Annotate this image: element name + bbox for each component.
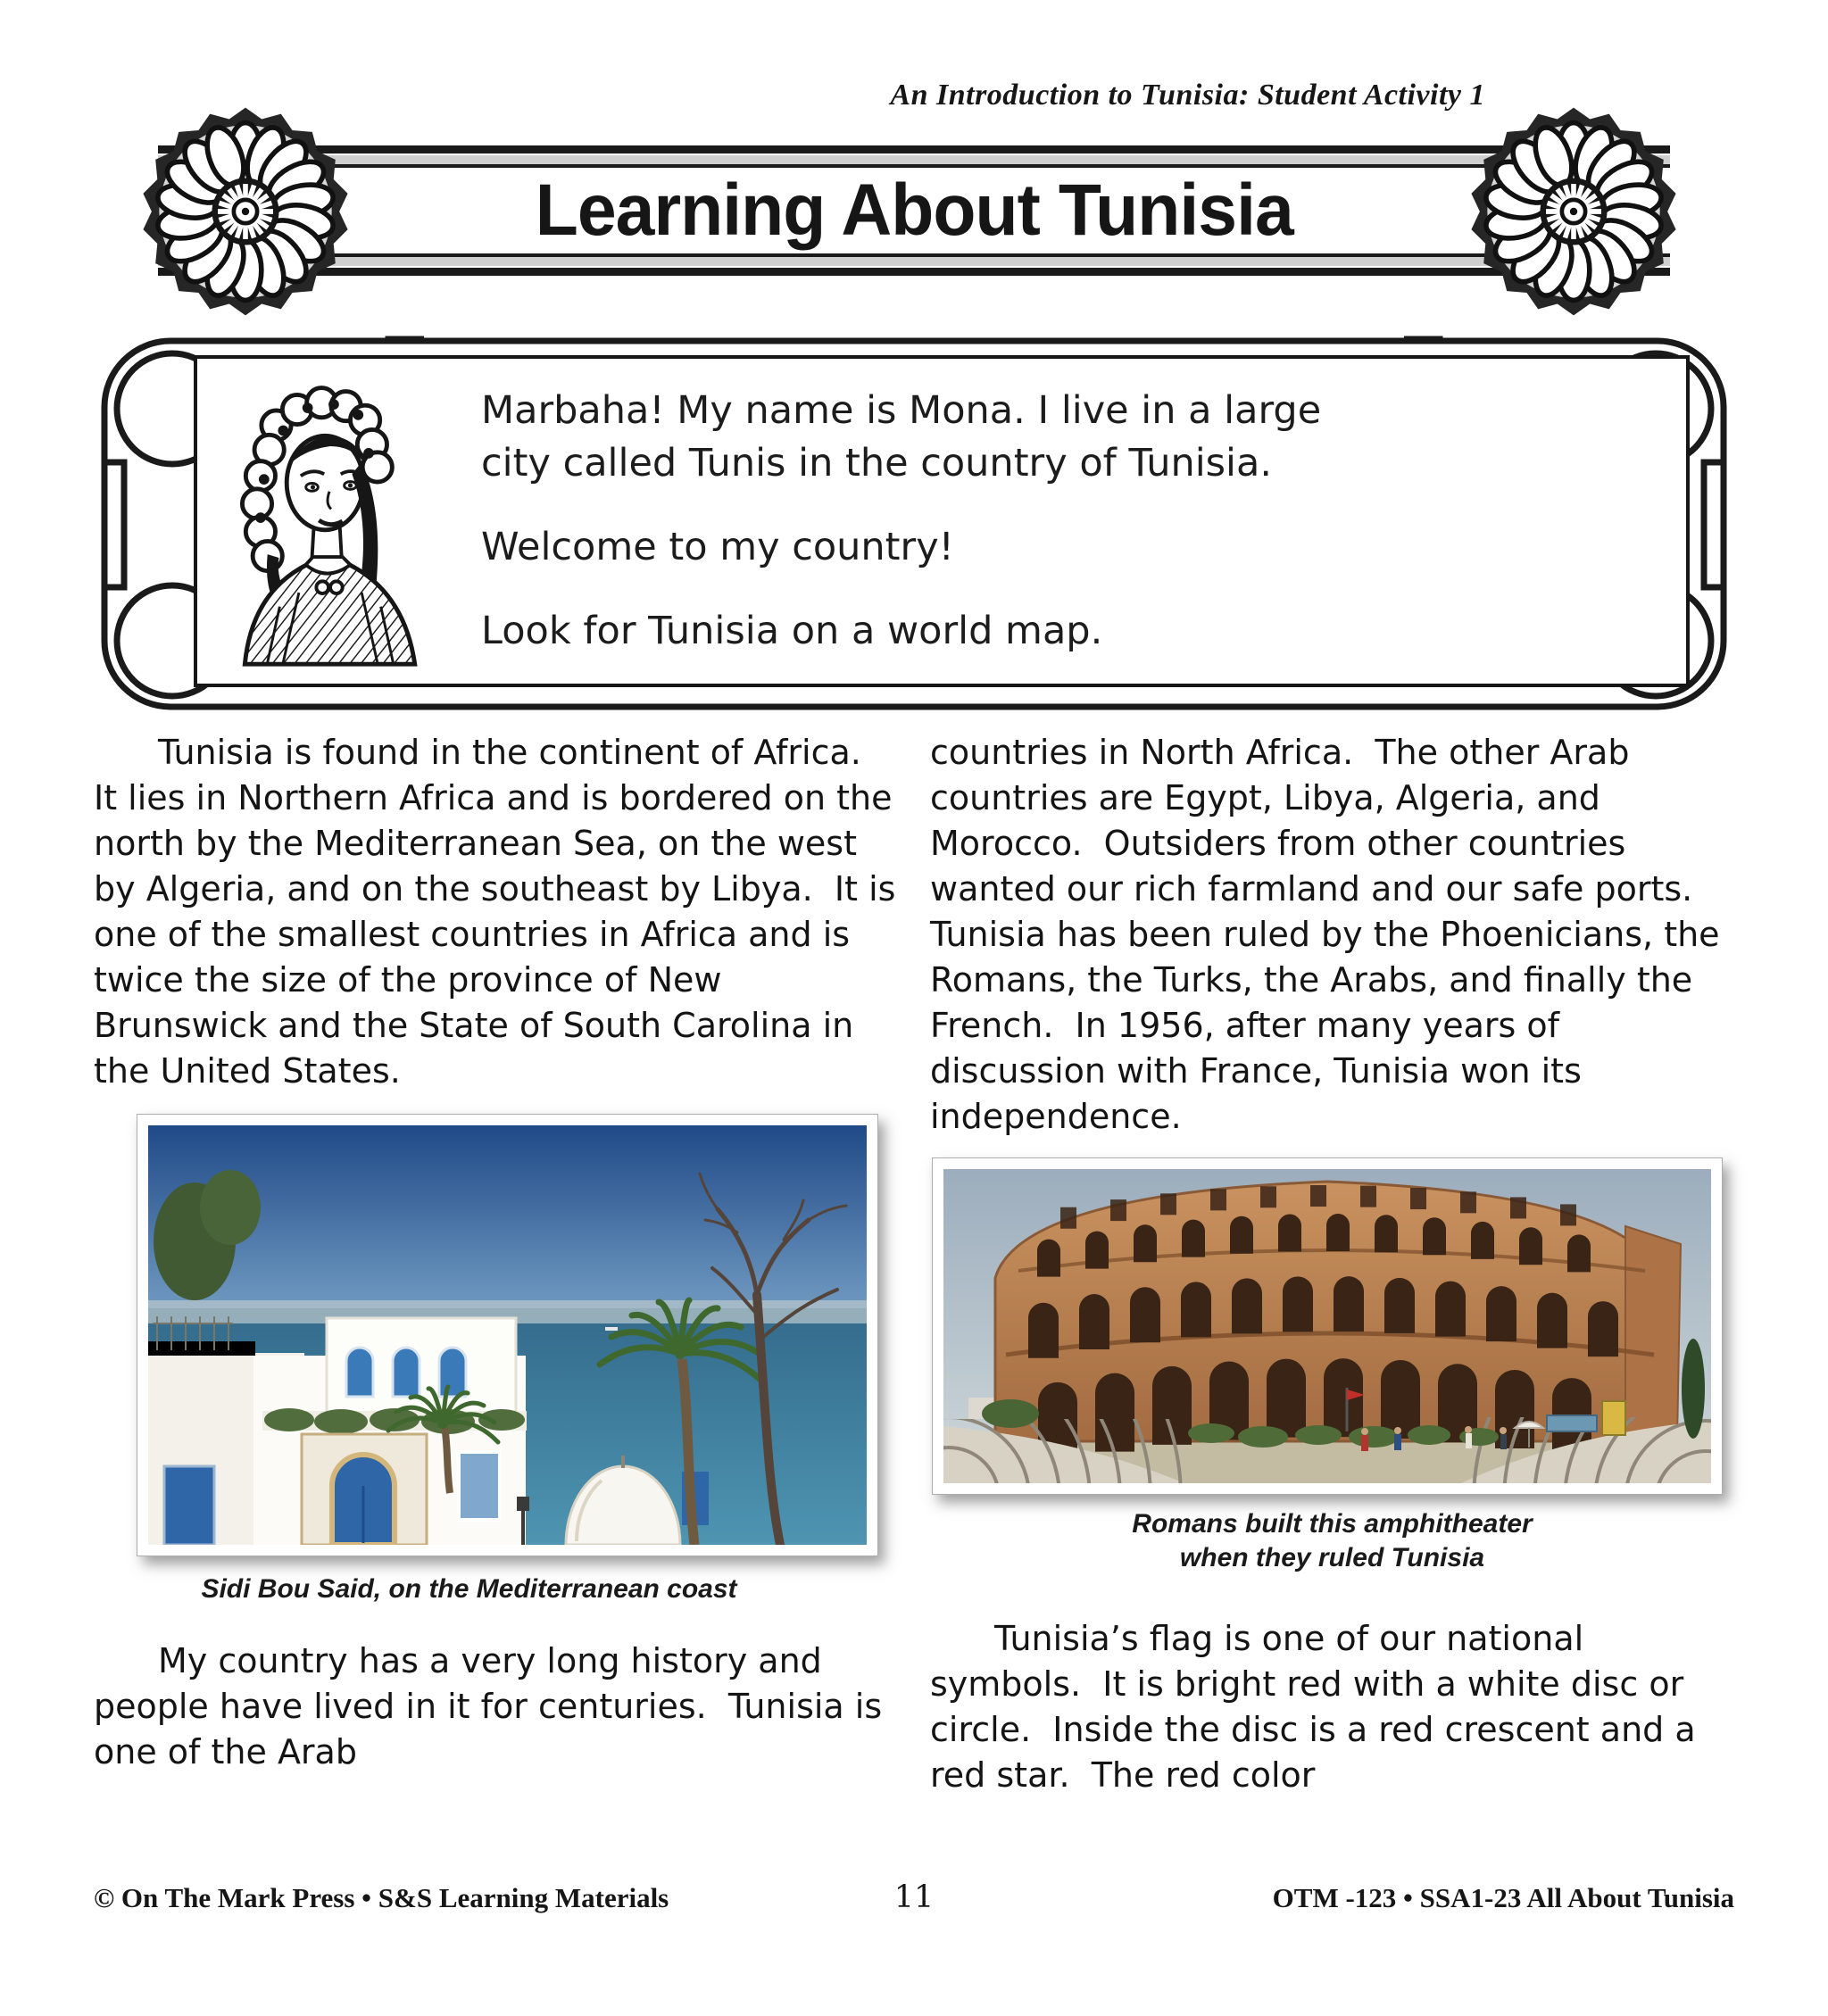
right-photo-caption-line2: when they ruled Tunisia (1179, 1543, 1485, 1572)
intro-inner-box (194, 355, 1690, 687)
sidi-bou-said-image (148, 1125, 867, 1545)
intro-paragraph-2: Welcome to my country! (481, 525, 954, 569)
intro-speech-box (94, 328, 1734, 726)
sidi-bou-said-photo (137, 1114, 878, 1556)
right-paragraph-1: countries in North Africa. The other Arab countries are Egypt, Libya, Algeria, and Morocco. Outsiders from other countries wanted our rich farmland and our safe ports. Tunisia has been ruled by the Phoenicians, the Romans, the Turks, the Arabs, and finally the French. In 1956, after many years of discussion with France, Tunisia won its independence. (930, 733, 1731, 1136)
right-paragraph-2: Tunisia’s flag is one of our national symbols. It is bright red with a white disc or circle. Inside the disc is a red crescent and a red star. The red color (930, 1619, 1707, 1795)
body-columns (94, 730, 1734, 1798)
footer-page-number: 11 (893, 1879, 935, 1915)
left-paragraph-2: My country has a very long history and people have lived in it for centuries. Tunisia is one of the Arab (94, 1641, 893, 1771)
page-eyebrow-heading: An Introduction to Tunisia: Student Activity 1 (890, 79, 1485, 112)
el-jem-amphitheater-photo (932, 1157, 1723, 1495)
rosette-ornament-icon (137, 103, 354, 320)
page-footer (94, 1879, 1734, 1915)
title-banner (94, 103, 1734, 326)
footer-product-code: OTM -123 • SSA1-23 All About Tunisia (1272, 1882, 1734, 1913)
left-photo-caption: Sidi Bou Said, on the Mediterranean coast (201, 1574, 737, 1604)
intro-paragraph-1: Marbaha! My name is Mona. I live in a large city called Tunis in the country of Tunisia. (481, 388, 1334, 485)
mona-portrait-illustration (220, 373, 442, 669)
right-column (930, 730, 1734, 1798)
right-photo-caption-line1: Romans built this amphitheater (1132, 1509, 1533, 1539)
left-column (94, 730, 907, 1798)
intro-paragraph-3: Look for Tunisia on a world map. (481, 609, 1103, 654)
left-paragraph-1: Tunisia is found in the continent of Africa. It lies in Northern Africa and is bordered on the north by the Mediterranean Sea, on the west by Algeria, and on the southeast by Libya. It is one of the smallest countries in Africa and is twice the size of the province of New Brunswick and the State of South Carolina in the United States. (94, 733, 907, 1091)
amphitheater-image (943, 1169, 1711, 1483)
banner-bars (158, 145, 1670, 276)
page-title: Learning About Tunisia (535, 170, 1293, 251)
footer-publisher: © On The Mark Press • S&S Learning Materials (94, 1882, 669, 1913)
intro-text (481, 385, 1400, 658)
rosette-ornament-icon (1465, 103, 1683, 320)
right-photo-caption (930, 1507, 1734, 1575)
